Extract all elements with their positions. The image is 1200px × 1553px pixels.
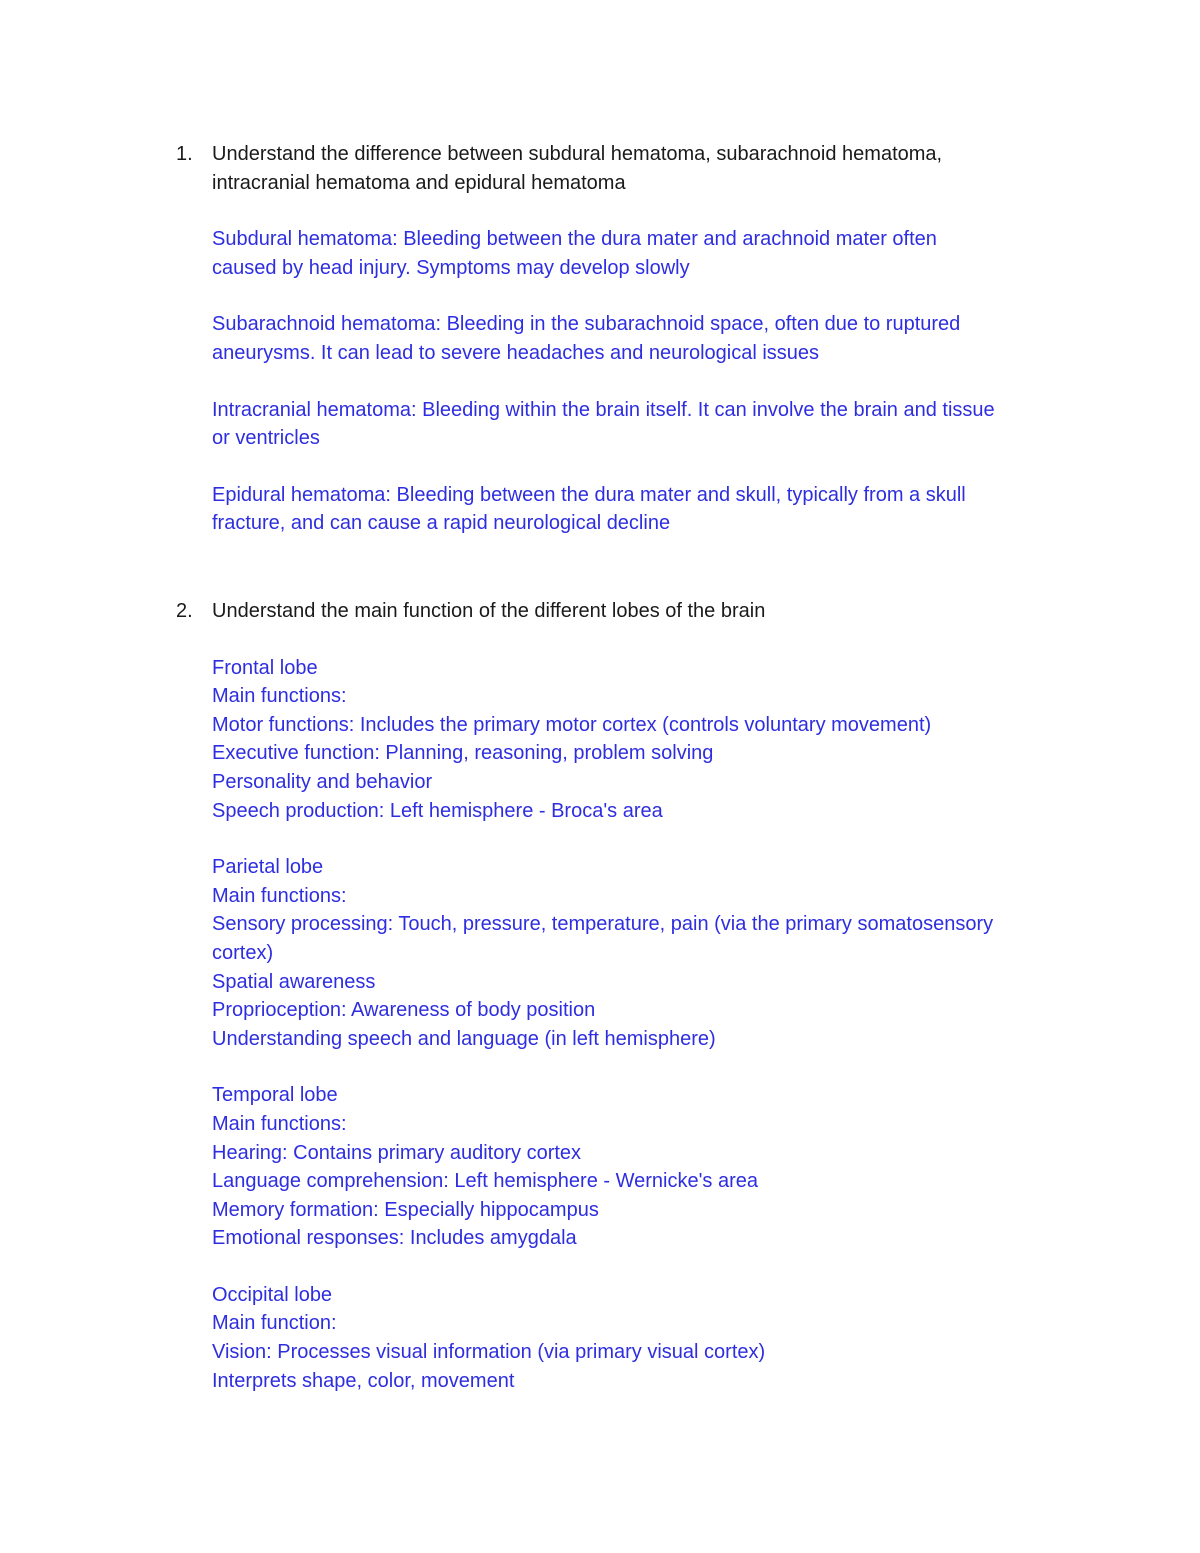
answer-line: fracture, and can cause a rapid neurological decline bbox=[212, 512, 671, 535]
answer-line: Subdural hematoma: Bleeding between the dura mater and arachnoid mater often bbox=[212, 228, 937, 251]
answer-line: Epidural hematoma: Bleeding between the dura mater and skull, typically from a skull bbox=[212, 483, 966, 506]
lobe-line: Emotional responses: Includes amygdala bbox=[212, 1227, 577, 1250]
answer-subarachnoid bbox=[212, 310, 1066, 367]
answer-epidural bbox=[212, 481, 1066, 538]
lobe-temporal bbox=[212, 1081, 1066, 1253]
answer-line: Subarachnoid hematoma: Bleeding in the subarachnoid space, often due to ruptured bbox=[212, 313, 961, 336]
lobe-line: Main functions: bbox=[212, 884, 347, 907]
lobe-line: Sensory processing: Touch, pressure, temperature, pain (via the primary somatosensory bbox=[212, 913, 994, 936]
lobe-frontal bbox=[212, 654, 1066, 826]
answer-line: aneurysms. It can lead to severe headaches and neurological issues bbox=[212, 341, 820, 364]
lobe-title: Parietal lobe bbox=[212, 856, 324, 879]
answer-intracranial bbox=[212, 396, 1066, 453]
lobe-line: Spatial awareness bbox=[212, 970, 376, 993]
question-2-line-1: Understand the main function of the different lobes of the brain bbox=[212, 600, 766, 622]
question-1-line-1: Understand the difference between subdural hematoma, subarachnoid hematoma, bbox=[212, 143, 943, 165]
answer-line: or ventricles bbox=[212, 427, 320, 450]
lobe-line: Language comprehension: Left hemisphere - Wernicke's area bbox=[212, 1170, 758, 1193]
lobe-parietal bbox=[212, 853, 1066, 1053]
question-2 bbox=[176, 597, 1066, 1395]
lobe-occipital bbox=[212, 1281, 1066, 1395]
lobe-title: Temporal lobe bbox=[212, 1084, 338, 1107]
question-1-number: 1. bbox=[176, 143, 193, 165]
lobe-line: Main function: bbox=[212, 1312, 337, 1335]
lobe-line: Proprioception: Awareness of body position bbox=[212, 999, 596, 1022]
answer-line: caused by head injury. Symptoms may develop slowly bbox=[212, 256, 690, 279]
answer-line: Intracranial hematoma: Bleeding within the brain itself. It can involve the brain and tissue bbox=[212, 398, 995, 421]
question-1-text bbox=[212, 140, 1066, 197]
lobe-line: Main functions: bbox=[212, 1112, 347, 1135]
lobe-line: Vision: Processes visual information (via primary visual cortex) bbox=[212, 1341, 766, 1364]
lobe-title: Frontal lobe bbox=[212, 656, 318, 679]
question-1 bbox=[176, 140, 1066, 538]
answer-subdural bbox=[212, 225, 1066, 282]
lobe-line: Memory formation: Especially hippocampus bbox=[212, 1198, 599, 1221]
lobe-line: cortex) bbox=[212, 941, 274, 964]
lobe-line: Personality and behavior bbox=[212, 770, 433, 793]
question-2-text bbox=[212, 597, 1066, 626]
lobe-line: Hearing: Contains primary auditory cortex bbox=[212, 1141, 582, 1164]
question-1-line-2: intracranial hematoma and epidural hematoma bbox=[212, 171, 626, 194]
lobe-line: Understanding speech and language (in left hemisphere) bbox=[212, 1027, 716, 1050]
lobe-line: Executive function: Planning, reasoning, problem solving bbox=[212, 742, 714, 765]
question-2-number: 2. bbox=[176, 600, 193, 622]
lobe-line: Speech production: Left hemisphere - Broca's area bbox=[212, 799, 663, 822]
lobe-line: Motor functions: Includes the primary motor cortex (controls voluntary movement) bbox=[212, 713, 932, 736]
lobe-line: Main functions: bbox=[212, 685, 347, 708]
lobe-line: Interprets shape, color, movement bbox=[212, 1369, 515, 1392]
lobe-title: Occipital lobe bbox=[212, 1283, 333, 1306]
